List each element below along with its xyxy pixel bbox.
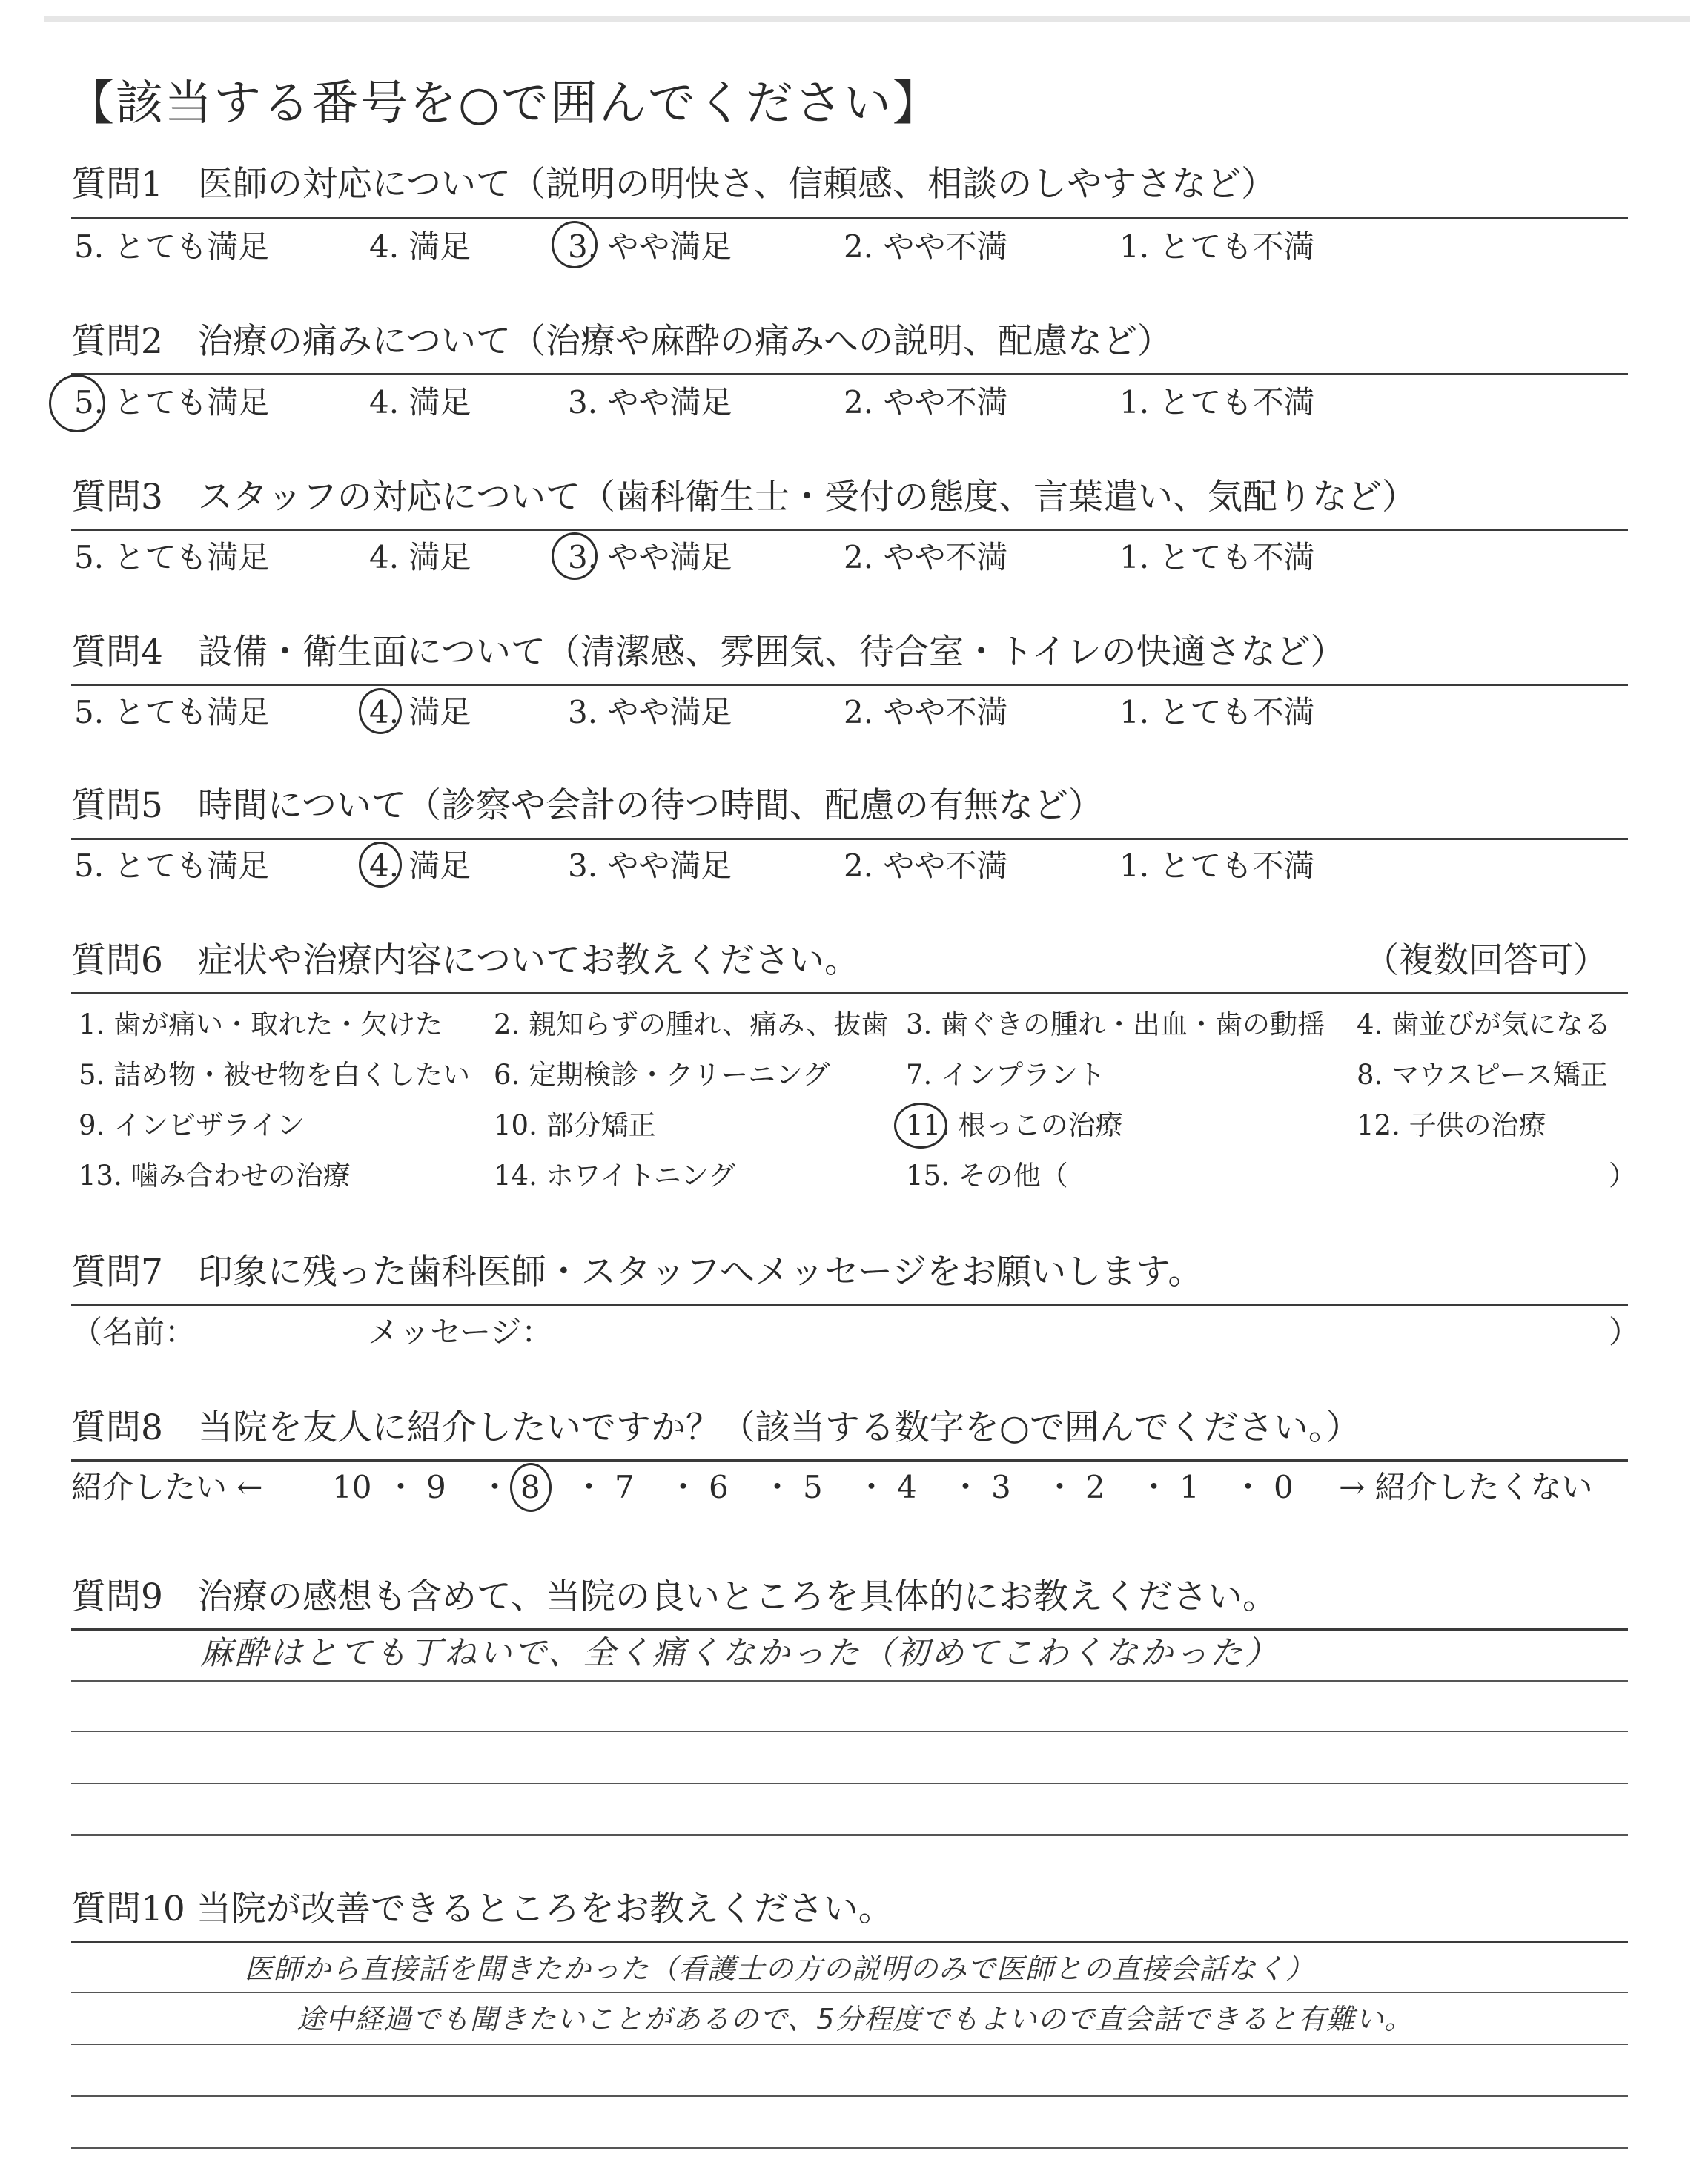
q8-scale-0[interactable]: 0 [1274, 1469, 1294, 1505]
q6-option-4[interactable]: 4. 歯並びが気になる [1357, 1008, 1612, 1040]
q5-option-1[interactable]: 1. とても不満 [1119, 848, 1315, 884]
question-6-note: （複数回答可） [1364, 940, 1608, 981]
q8-scale-5[interactable]: 5 [803, 1469, 823, 1505]
q10-writing-line-4 [71, 2147, 1628, 2149]
question-10-rule [71, 1941, 1628, 1943]
q1-option-4[interactable]: 4. 満足 [369, 228, 471, 265]
question-7-title: 質問7 印象に残った歯科医師・スタッフへメッセージをお願いします。 [71, 1252, 1203, 1292]
q4-option-5[interactable]: 5. とても満足 [74, 694, 270, 730]
q10-writing-line-2 [71, 2044, 1628, 2045]
q2-option-3[interactable]: 3. やや満足 [568, 384, 732, 420]
q6-option-1[interactable]: 1. 歯が痛い・取れた・欠けた [79, 1008, 443, 1040]
q8-scale-3[interactable]: 3 [991, 1469, 1011, 1505]
question-1-title: 質問1 医師の対応について（説明の明快さ、信頼感、相談のしやすさなど） [71, 164, 1277, 205]
q4-option-3[interactable]: 3. やや満足 [568, 694, 732, 730]
q6-option-3[interactable]: 3. 歯ぐきの腫れ・出血・歯の動揺 [906, 1008, 1325, 1040]
q7-message-label[interactable]: メッセージ： [368, 1314, 553, 1350]
q8-left-label: 紹介したい ← [71, 1469, 263, 1505]
q7-close-paren: ） [1609, 1314, 1641, 1350]
q1-option-5[interactable]: 5. とても満足 [74, 228, 270, 265]
q6-option-5[interactable]: 5. 詰め物・被せ物を白くしたい [79, 1059, 471, 1091]
question-8-rule [71, 1459, 1628, 1462]
q1-option-2[interactable]: 2. やや不満 [844, 228, 1008, 265]
q6-option-15[interactable]: 15. その他（ [906, 1160, 1068, 1192]
q3-option-3[interactable]: 3. やや満足 [568, 539, 732, 575]
q8-scale-separator: ・ [479, 1469, 511, 1505]
question-4-title: 質問4 設備・衛生面について（清潔感、雰囲気、待合室・トイレの快適さなど） [71, 632, 1345, 673]
q6-option-8[interactable]: 8. マウスピース矯正 [1357, 1059, 1608, 1091]
q10-writing-line-1 [71, 1992, 1628, 1993]
q3-option-4[interactable]: 4. 満足 [369, 539, 471, 575]
q6-other-close-paren: ） [1609, 1160, 1636, 1192]
q5-option-2[interactable]: 2. やや不満 [844, 848, 1008, 884]
q7-name-label[interactable]: （名前： [71, 1314, 196, 1350]
scan-top-edge [44, 16, 1690, 22]
q4-option-1[interactable]: 1. とても不満 [1119, 694, 1315, 730]
q3-option-5[interactable]: 5. とても満足 [74, 539, 270, 575]
q5-option-5[interactable]: 5. とても満足 [74, 848, 270, 884]
q5-option-3[interactable]: 3. やや満足 [568, 848, 732, 884]
question-2-rule [71, 373, 1628, 375]
question-9-title: 質問9 治療の感想も含めて、当院の良いところを具体的にお教えください。 [71, 1576, 1277, 1617]
q1-option-1[interactable]: 1. とても不満 [1119, 228, 1315, 265]
q8-scale-separator: ・ [385, 1469, 417, 1505]
q9-writing-line-4 [71, 1834, 1628, 1836]
q2-option-1[interactable]: 1. とても不満 [1119, 384, 1315, 420]
q9-writing-line-3 [71, 1783, 1628, 1784]
question-5-title: 質問5 時間について（診察や会計の待つ時間、配慮の有無など） [71, 785, 1103, 826]
question-3-title: 質問3 スタッフの対応について（歯科衛生士・受付の態度、言葉遣い、気配りなど） [71, 477, 1417, 518]
q9-handwritten-answer[interactable]: 麻酔はとても丁ねいで、全く痛くなかった（初めてこわくなかった） [200, 1634, 1280, 1672]
q6-option-10[interactable]: 10. 部分矯正 [494, 1109, 656, 1141]
question-6-rule [71, 992, 1628, 994]
q2-option-5[interactable]: 5. とても満足 [74, 384, 270, 420]
q2-option-4[interactable]: 4. 満足 [369, 384, 471, 420]
q6-option-14[interactable]: 14. ホワイトニング [494, 1160, 736, 1192]
q8-scale-separator: ・ [667, 1469, 699, 1505]
q10-handwritten-line-2[interactable]: 途中経過でも聞きたいことがあるので、5分程度でもよいので直会話できると有難い。 [297, 2003, 1414, 2035]
question-8-title: 質問8 当院を友人に紹介したいですか？（該当する数字を○で囲んでください。） [71, 1407, 1361, 1448]
q8-scale-separator: ・ [950, 1469, 982, 1505]
q4-option-4[interactable]: 4. 満足 [369, 694, 471, 730]
q8-scale-1[interactable]: 1 [1179, 1469, 1199, 1505]
question-6-title: 質問6 症状や治療内容についてお教えください。 [71, 940, 859, 981]
q8-scale-separator: ・ [1138, 1469, 1170, 1505]
q3-option-1[interactable]: 1. とても不満 [1119, 539, 1315, 575]
question-1-rule [71, 217, 1628, 219]
question-9-rule [71, 1628, 1628, 1631]
q8-scale-7[interactable]: 7 [615, 1469, 635, 1505]
q1-option-3[interactable]: 3. やや満足 [568, 228, 732, 265]
q8-scale-separator: ・ [1044, 1469, 1076, 1505]
q9-writing-line-1 [71, 1680, 1628, 1682]
q6-option-7[interactable]: 7. インプラント [906, 1059, 1106, 1091]
q8-scale-9[interactable]: 9 [426, 1469, 446, 1505]
q10-writing-line-3 [71, 2095, 1628, 2097]
q3-option-2[interactable]: 2. やや不満 [844, 539, 1008, 575]
question-7-rule [71, 1304, 1628, 1306]
form-header: 【該当する番号を○で囲んでください】 [67, 76, 941, 131]
q4-option-2[interactable]: 2. やや不満 [844, 694, 1008, 730]
q8-scale-10[interactable]: 10 [332, 1469, 372, 1505]
question-10-title: 質問10 当院が改善できるところをお教えください。 [71, 1889, 893, 1929]
q8-scale-separator: ・ [855, 1469, 887, 1505]
question-2-title: 質問2 治療の痛みについて（治療や麻酔の痛みへの説明、配慮など） [71, 321, 1173, 362]
q9-writing-line-2 [71, 1731, 1628, 1732]
q6-option-6[interactable]: 6. 定期検診・クリーニング [494, 1059, 830, 1091]
q8-scale-separator: ・ [573, 1469, 605, 1505]
q6-option-2[interactable]: 2. 親知らずの腫れ、痛み、抜歯 [494, 1008, 889, 1040]
q8-scale-2[interactable]: 2 [1085, 1469, 1105, 1505]
q10-handwritten-line-1[interactable]: 医師から直接話を聞きたかった（看護士の方の説明のみで医師との直接会話なく） [245, 1952, 1315, 1985]
q6-option-9[interactable]: 9. インビザライン [79, 1109, 305, 1141]
q8-scale-4[interactable]: 4 [897, 1469, 917, 1505]
q8-scale-separator: ・ [1232, 1469, 1264, 1505]
question-4-rule [71, 684, 1628, 686]
q8-right-label: → 紹介したくない [1339, 1469, 1593, 1505]
q5-option-4[interactable]: 4. 満足 [369, 848, 471, 884]
q6-option-12[interactable]: 12. 子供の治療 [1357, 1109, 1546, 1141]
question-5-rule [71, 838, 1628, 840]
q6-option-13[interactable]: 13. 噛み合わせの治療 [79, 1160, 351, 1192]
question-3-rule [71, 529, 1628, 531]
q2-option-2[interactable]: 2. やや不満 [844, 384, 1008, 420]
q8-scale-6[interactable]: 6 [709, 1469, 729, 1505]
q8-scale-8[interactable]: 8 [520, 1469, 540, 1505]
q6-option-11[interactable]: 11. 根っこの治療 [906, 1109, 1123, 1141]
q8-scale-separator: ・ [761, 1469, 793, 1505]
